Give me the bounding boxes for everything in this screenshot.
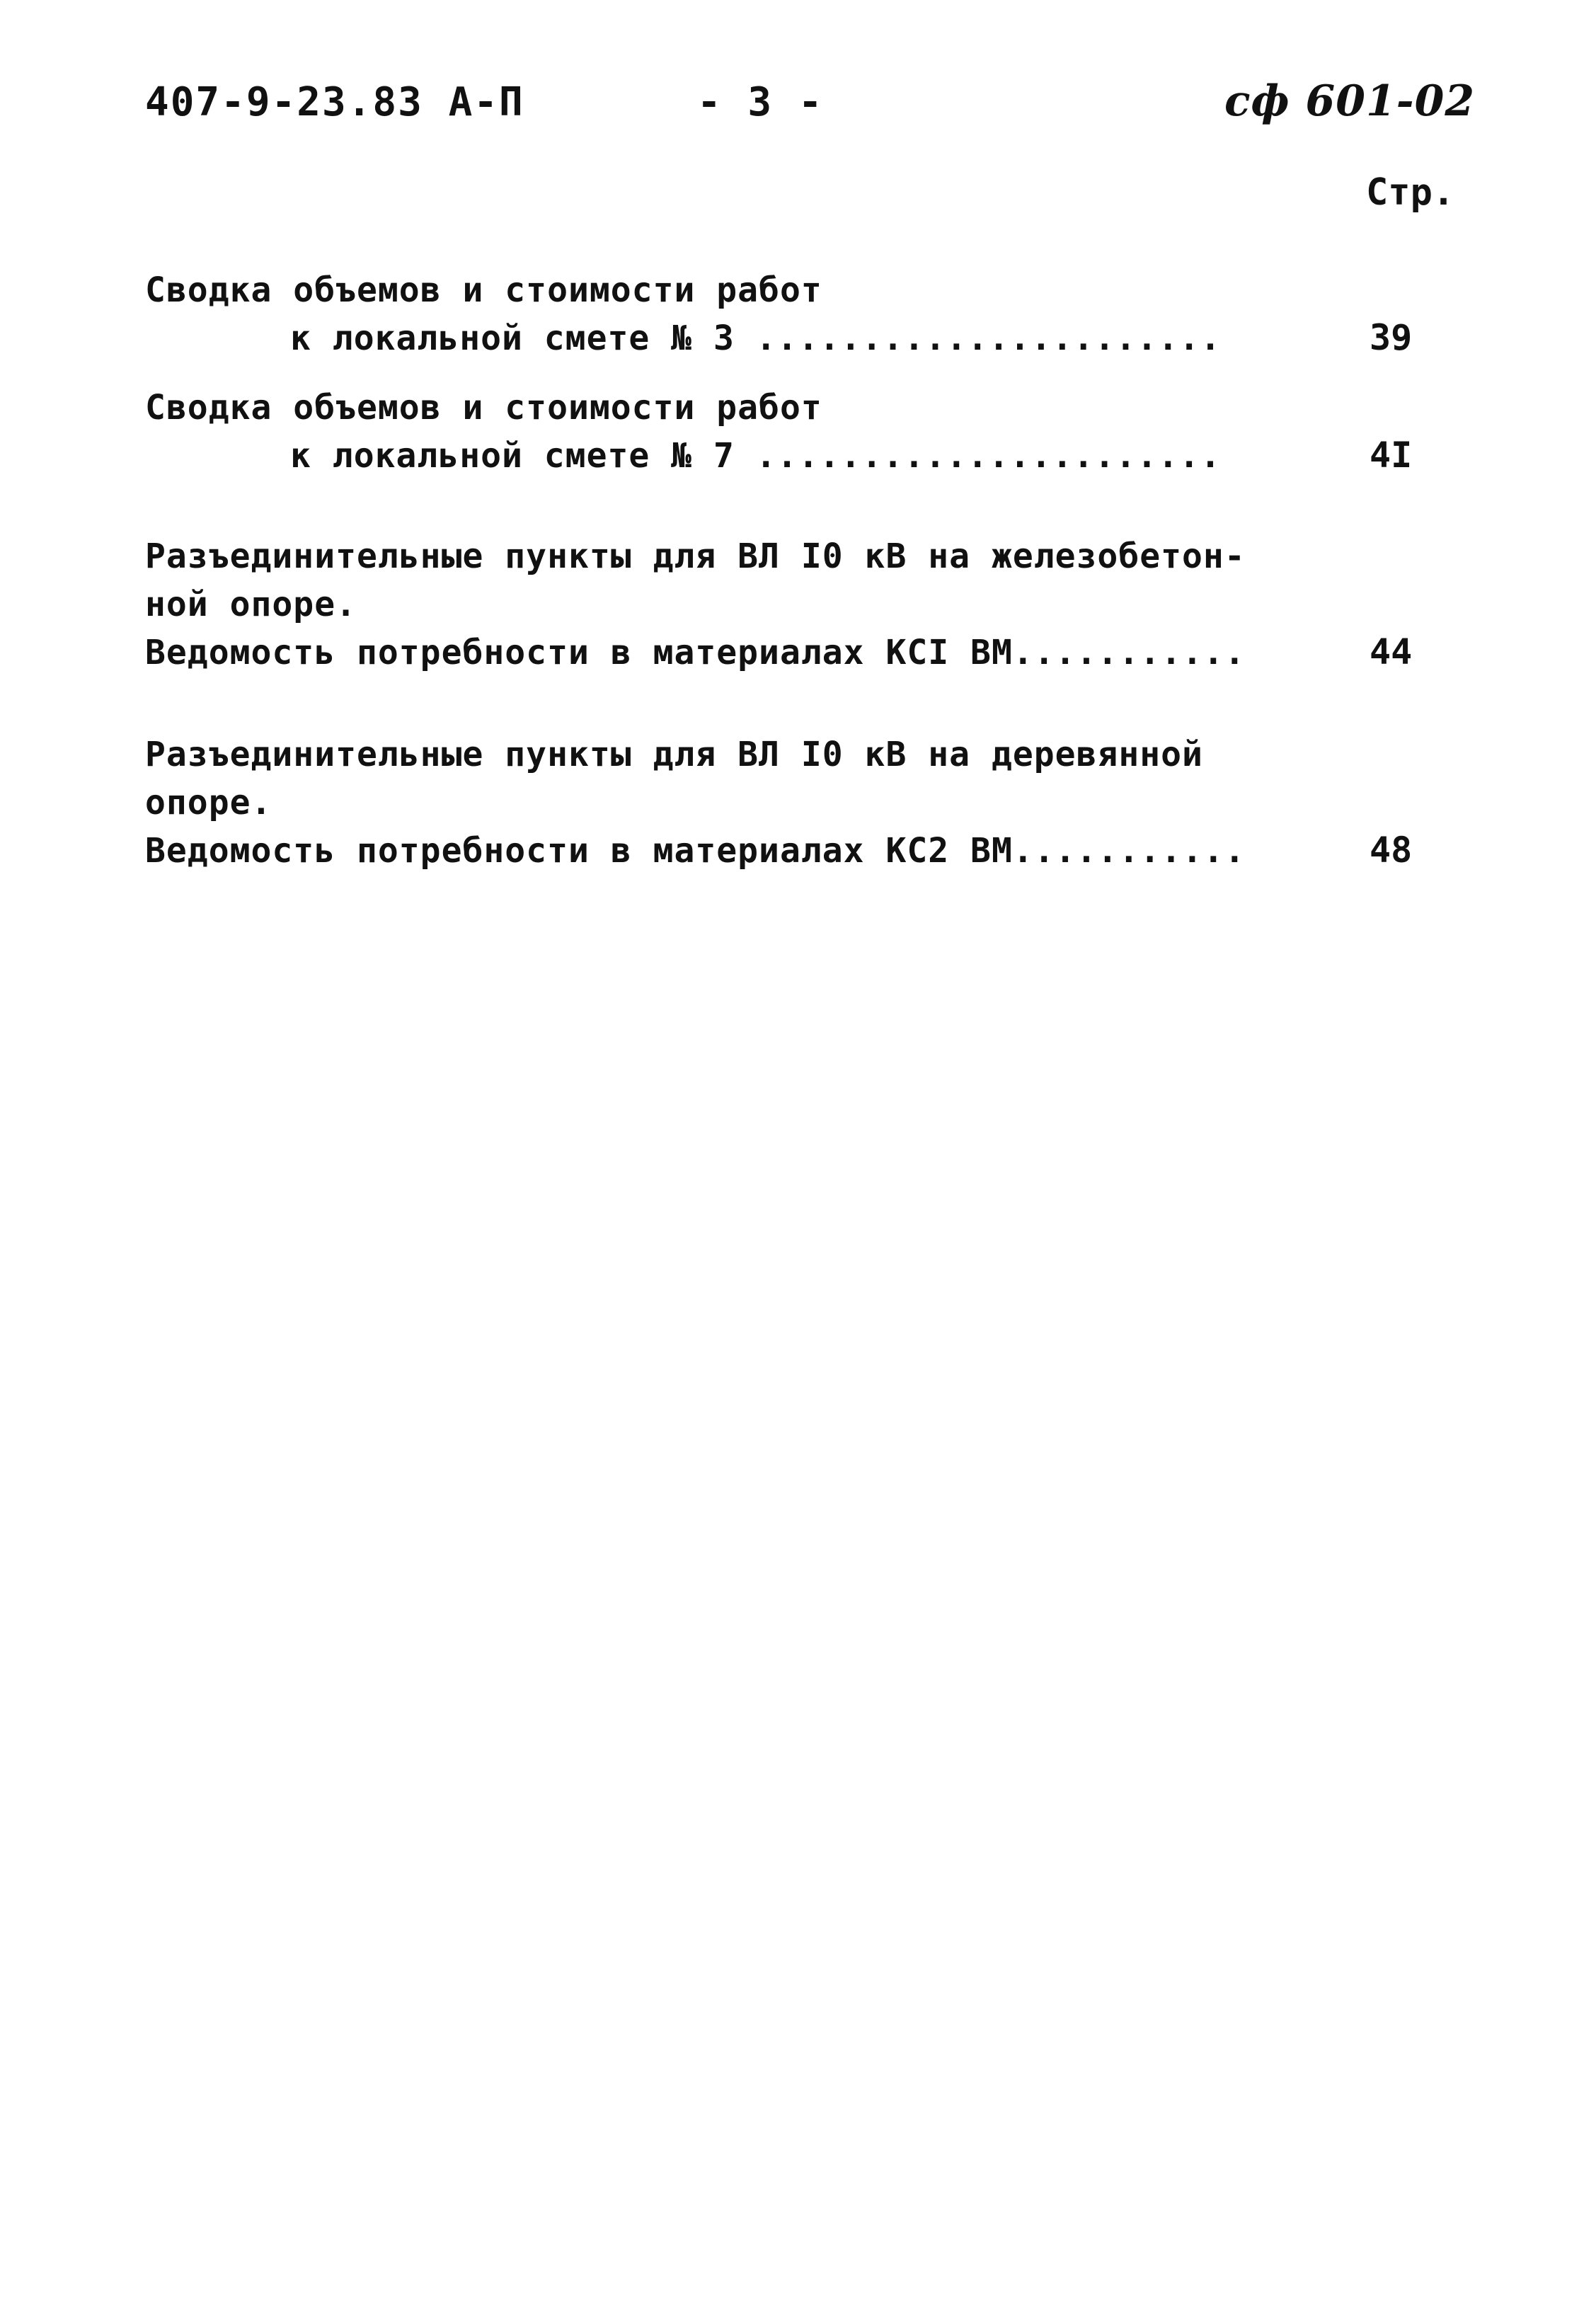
toc-entry-title: Разъединительные пункты для ВЛ I0 кВ на деревянной <box>145 735 1203 774</box>
toc-entry-title: Сводка объемов и стоимости работ <box>145 270 822 310</box>
page-column-label: Стр. <box>1366 171 1455 214</box>
handwritten-stamp: сф 601-02 <box>1224 76 1476 126</box>
toc-entry-page: 48 <box>1370 830 1413 871</box>
toc-entry-page: 4I <box>1370 435 1413 476</box>
toc-entry-page: 39 <box>1370 317 1413 358</box>
toc-entry-title-continued: опоре. <box>145 783 272 822</box>
toc-entry-subtitle: Ведомость потребности в материалах КС2 ВМ........... <box>145 831 1246 871</box>
toc-entry-page: 44 <box>1370 631 1413 672</box>
page-number: - 3 - <box>697 79 824 125</box>
toc-entry-title: Разъединительные пункты для ВЛ I0 кВ на железобетон- <box>145 537 1246 576</box>
toc-entry-title-continued: ной опоре. <box>145 585 357 624</box>
document-code: 407-9-23.83 А-П <box>145 79 524 125</box>
toc-entry-subtitle: к локальной смете № 7 ...................... <box>290 436 1222 476</box>
toc-entry-title: Сводка объемов и стоимости работ <box>145 388 822 428</box>
toc-entry-subtitle: Ведомость потребности в материалах КСI ВМ........... <box>145 633 1246 672</box>
toc-entry-subtitle: к локальной смете № 3 ...................... <box>290 319 1222 358</box>
